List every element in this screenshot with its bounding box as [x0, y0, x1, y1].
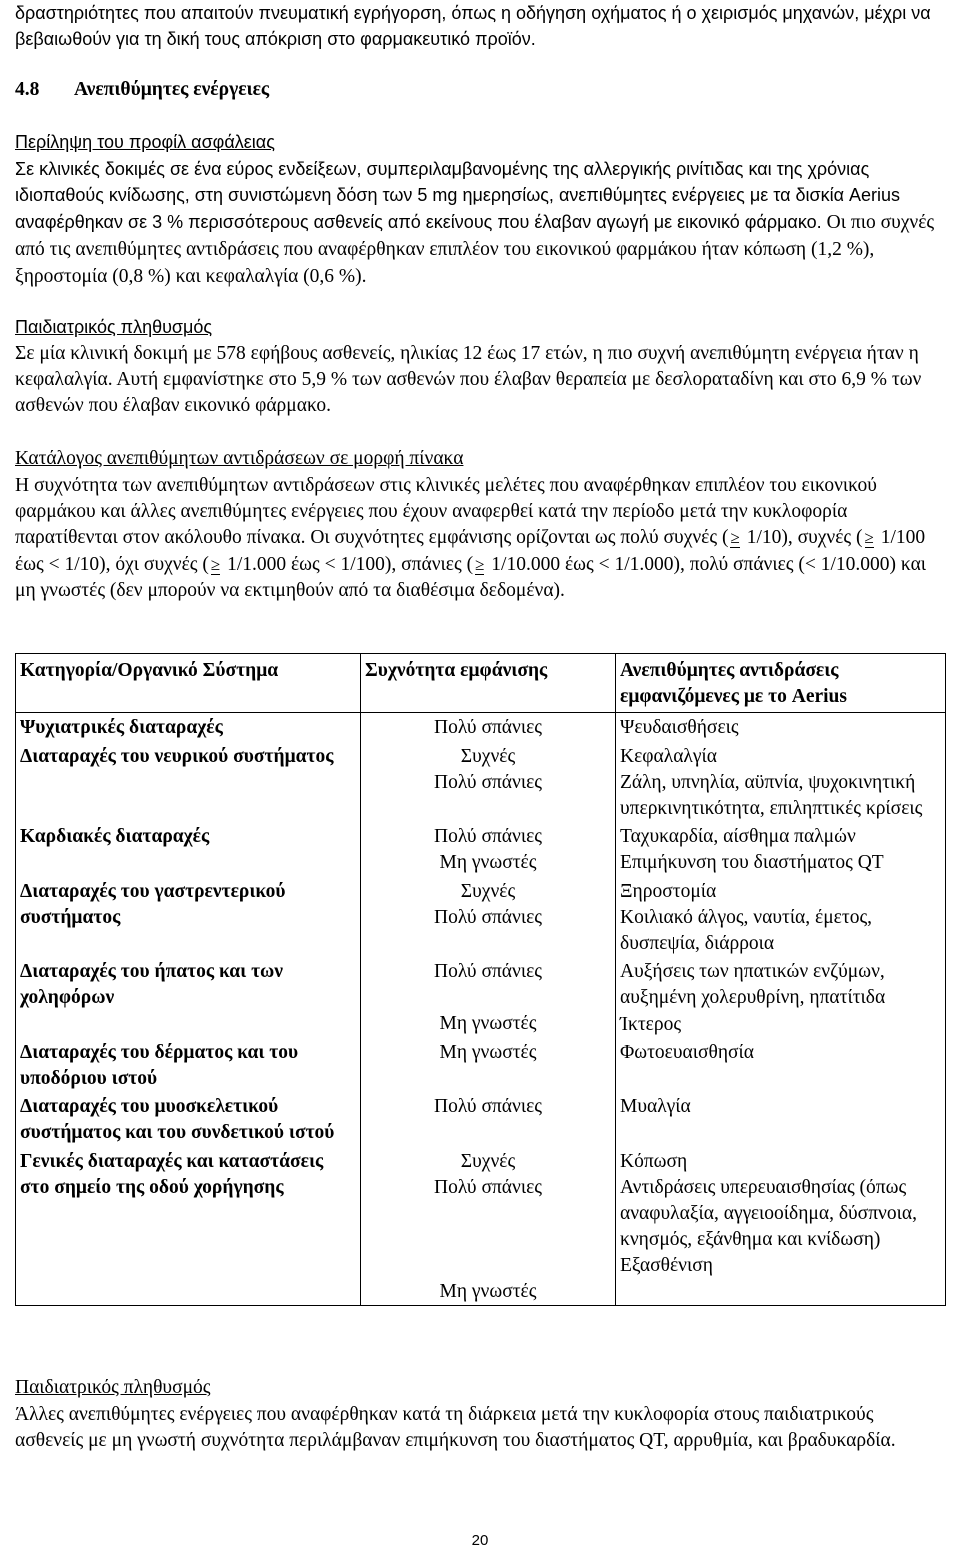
reaction-value: Αντιδράσεις υπερευαισθησίας (όπως αναφυλαξία, αγγειοοίδημα, δύσπνοια, κνησμός, εξάνθημα και κνίδωση): [620, 1176, 917, 1251]
frequency-value: Συχνές: [460, 880, 516, 902]
table-body: [16, 713, 946, 1306]
cell-reactions: [616, 1038, 946, 1092]
greater-equal-symbol: ≥: [730, 528, 740, 548]
reaction-value: Κοιλιακό άλγος, ναυτία, έμετος, δυσπεψία, διάρροια: [620, 906, 873, 955]
cell-reactions: [616, 822, 946, 876]
tab-text-2: 1/100 έως < 1/10), όχι συχνές (: [15, 527, 926, 575]
cell-category: Διαταραχές του ήπατος και των χοληφόρων: [16, 957, 361, 1038]
table-row: [16, 1038, 946, 1092]
reaction-value: Κόπωση: [620, 1150, 688, 1172]
reaction-value: Επιμήκυνση του διαστήματος QT: [620, 852, 884, 874]
frequency-value: Πολύ σπάνιες: [433, 826, 542, 848]
intro-paragraph: δραστηριότητες που απαιτούν πνευματική εγρήγορση, όπως η οδήγηση οχήματος ή ο χειρισμός μηχανών, μέχρι να βεβαιωθούν για τη δική τους απόκριση στο φαρμακευτικό προϊόν.: [15, 3, 931, 50]
tab-text-1: 1/10), συχνές (: [741, 527, 863, 549]
table-row: [16, 1092, 946, 1146]
frequency-value: Πολύ σπάνιες: [433, 717, 542, 739]
header-frequency: Συχνότητα εμφάνισης: [361, 654, 616, 713]
greater-equal-symbol: ≥: [210, 554, 221, 574]
frequency-value: Μη γνωστές: [439, 852, 537, 874]
cell-frequency: [361, 742, 616, 823]
reaction-value: Εξασθένιση: [620, 1255, 713, 1277]
reaction-value: Ζάλη, υπνηλία, αϋπνία, ψυχοκινητική υπερκινητικότητα, επιληπτικές κρίσεις: [620, 771, 923, 820]
cell-reactions: [616, 713, 946, 742]
table-row: [16, 877, 946, 958]
table-row: [16, 822, 946, 876]
frequency-value: Πολύ σπάνιες: [433, 961, 542, 983]
pediatric-heading-1: Παιδιατρικός πληθυσμός: [15, 317, 213, 337]
cell-category: Καρδιακές διαταραχές: [16, 822, 361, 876]
pediatric-heading-2: Παιδιατρικός πληθυσμός: [15, 1377, 211, 1398]
cell-category: Γενικές διαταραχές και καταστάσεις στο σημείο της οδού χορήγησης: [16, 1147, 361, 1306]
reaction-value: Φωτοευαισθησία: [620, 1041, 755, 1063]
cell-reactions: [616, 957, 946, 1038]
cell-category: Διαταραχές του νευρικού συστήματος: [16, 742, 361, 823]
frequency-value: Μη γνωστές: [439, 1281, 537, 1303]
cell-reactions: [616, 1092, 946, 1146]
cell-category: Διαταραχές του γαστρεντερικού συστήματος: [16, 877, 361, 958]
cell-frequency: [361, 822, 616, 876]
cell-category: Διαταραχές του μυοσκελετικού συστήματος και του συνδετικού ιστού: [16, 1092, 361, 1146]
table-row: [16, 1147, 946, 1306]
greater-equal-symbol: ≥: [864, 528, 874, 548]
tabulated-list-heading: Κατάλογος ανεπιθύμητων αντιδράσεων σε μορφή πίνακα: [15, 448, 464, 469]
frequency-value: Μη γνωστές: [439, 1041, 537, 1063]
reaction-value: Ταχυκαρδία, αίσθημα παλμών: [620, 826, 856, 848]
cell-frequency: [361, 957, 616, 1038]
cell-frequency: [361, 877, 616, 958]
section-title: Ανεπιθύμητες ενέργειες: [74, 79, 270, 100]
safety-profile-paragraph: [15, 156, 945, 290]
frequency-value: Μη γνωστές: [439, 1013, 537, 1035]
reaction-value: Κεφαλαλγία: [620, 745, 717, 767]
table-header-row: [16, 654, 946, 713]
cell-category: Ψυχιατρικές διαταραχές: [16, 713, 361, 742]
frequency-value: Συχνές: [460, 1150, 516, 1172]
tab-text-4: 1/10.000 έως < 1/1.000), πολύ σπάνιες (< 1/10.000) και μη γνωστές (δεν μπορούν να εκτιμηθούν από τα διαθέσιμα δεδομένα).: [15, 553, 927, 601]
reaction-value: Ξηροστομία: [620, 880, 717, 902]
cell-frequency: [361, 1038, 616, 1092]
page-number: 20: [471, 1532, 489, 1549]
safety-text-serif: Οι πιο συχνές από τις ανεπιθύμητες αντιδράσεις που αναφέρθηκαν επιπλέον του εικονικού φαρμάκου ήταν κόπωση (1,2 %), ξηροστομία (0,8 %) και κεφαλαλγία (0,6 %).: [15, 211, 935, 287]
tab-text-3: 1/1.000 έως < 1/100), σπάνιες (: [222, 553, 474, 575]
pediatric-paragraph-1: Σε μία κλινική δοκιμή με 578 εφήβους ασθενείς, ηλικίας 12 έως 17 ετών, η πιο συχνή ανεπιθύμητη ενέργεια ήταν η κεφαλαλγία. Αυτή εμφανίστηκε στο 5,9 % των ασθενών που έλαβαν θεραπεία με δεσλοραταδίνη και στο 6,9 % των ασθενών που έλαβαν εικονικό φάρμακο.: [15, 343, 922, 417]
cell-reactions: [616, 1147, 946, 1306]
header-category: Κατηγορία/Οργανικό Σύστημα: [16, 654, 361, 713]
cell-frequency: [361, 1147, 616, 1306]
reaction-value: Αυξήσεις των ηπατικών ενζύμων, αυξημένη χολερυθρίνη, ηπατίτιδα: [620, 961, 886, 1009]
frequency-value: Πολύ σπάνιες: [433, 906, 542, 928]
safety-profile-heading: Περίληψη του προφίλ ασφάλειας: [15, 132, 275, 152]
cell-reactions: [616, 877, 946, 958]
frequency-value: Πολύ σπάνιες: [433, 1096, 542, 1118]
reaction-value: Μυαλγία: [620, 1096, 691, 1118]
reaction-value: Ψευδαισθήσεις: [620, 717, 739, 739]
frequency-value: Συχνές: [460, 745, 516, 767]
cell-category: Διαταραχές του δέρματος και του υποδόριου ιστού: [16, 1038, 361, 1092]
section-number: 4.8: [15, 79, 40, 100]
pediatric-paragraph-2: Άλλες ανεπιθύμητες ενέργειες που αναφέρθηκαν κατά τη διάρκεια μετά την κυκλοφορία στους παιδιατρικούς ασθενείς με μη γνωστή συχνότητα περιλάμβαναν επιμήκυνση του διαστήματος QT, αρρυθμία, και βραδυκαρδία.: [15, 1404, 896, 1452]
section-heading: [15, 77, 269, 103]
table-row: [16, 713, 946, 742]
tab-text-a: Η συχνότητα των ανεπιθύμητων αντιδράσεων στις κλινικές μελέτες που αναφέρθηκαν επιπλέον του εικονικού φαρμάκου και άλλες ανεπιθύμητες ενέργειες που έχουν αναφερθεί κατά την περίοδο μετά την κυκλοφορία παρατίθενται στον ακόλουθο πίνακα. Οι συχνότητες εμφάνισης ορίζονται ως πολύ συχνές (: [15, 475, 877, 549]
reaction-value: Ίκτερος: [620, 1013, 682, 1035]
adverse-reactions-table: [15, 653, 946, 1306]
greater-equal-symbol: ≥: [475, 554, 485, 574]
cell-frequency: [361, 1092, 616, 1146]
tabulated-list-paragraph: [15, 473, 945, 604]
cell-reactions: [616, 742, 946, 823]
safety-text-sans: Σε κλινικές δοκιμές σε ένα εύρος ενδείξεων, συμπεριλαμβανομένης της αλλεργικής ρινίτιδας και της χρόνιας ιδιοπαθούς κνίδωσης, στη συνιστώμενη δόση των 5 mg ημερησίως, ανεπιθύμητες ενέργειες με τα δισκία Aerius αναφέρθηκαν σε 3 % περισσότερους ασθενείς από εκείνους που έλαβαν αγωγή με εικονικό φάρμακο.: [15, 159, 901, 232]
cell-frequency: [361, 713, 616, 742]
frequency-value: Πολύ σπάνιες: [433, 1176, 542, 1198]
table-row: [16, 742, 946, 823]
header-reactions: Ανεπιθύμητες αντιδράσεις εμφανιζόμενες με το Aerius: [616, 654, 946, 713]
table-row: [16, 957, 946, 1038]
frequency-value: Πολύ σπάνιες: [433, 771, 542, 793]
